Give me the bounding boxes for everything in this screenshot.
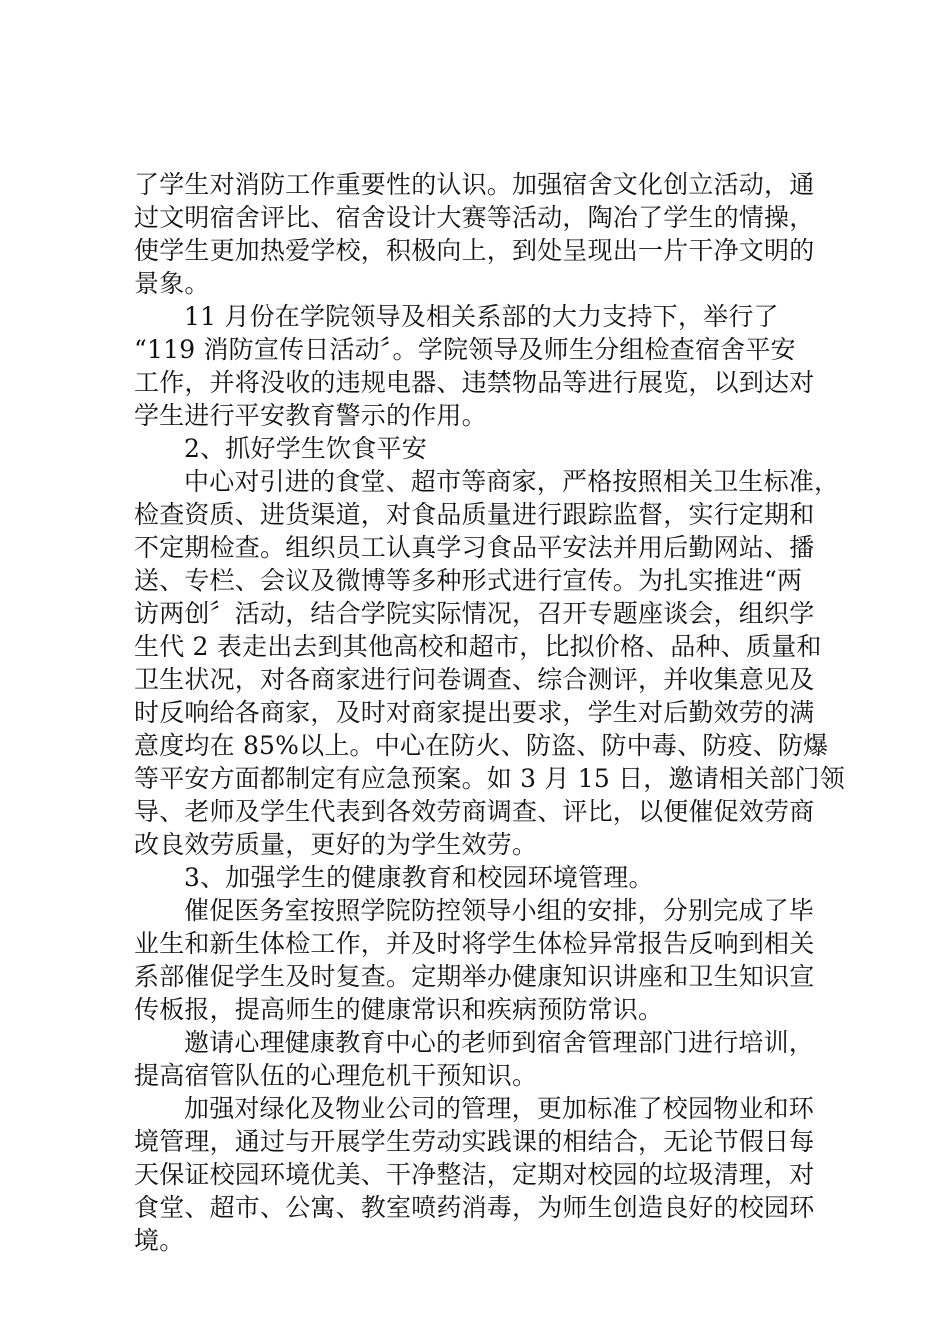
document-body — [134, 168, 845, 1257]
section-heading-food-safety: 2、抓好学生饮食平安 — [184, 434, 427, 463]
text-line: 改良效劳质量，更好的为学生效劳。 — [134, 830, 538, 859]
paragraph-start-line: 加强对绿化及物业公司的管理，更加标准了校园物业和环 — [184, 1094, 815, 1123]
text-line: 时反响给各商家，及时对商家提出要求，学生对后勤效劳的满 — [134, 698, 815, 727]
text-line: 系部催促学生及时复查。定期举办健康知识讲座和卫生知识宣 — [134, 962, 815, 991]
text-line: 检查资质、进货渠道，对食品质量进行跟踪监督，实行定期和 — [134, 500, 815, 529]
text-line: 访两创〞活动，结合学院实际情况，召开专题座谈会，组织学 — [134, 599, 815, 628]
paragraph-start-line: 催促医务室按照学院防控领导小组的安排，分别完成了毕 — [184, 896, 815, 925]
text-line: 景象。 — [134, 269, 210, 298]
text-line: 过文明宿舍评比、宿舍设计大赛等活动，陶冶了学生的情操， — [134, 203, 815, 232]
text-line: 学生进行平安教育警示的作用。 — [134, 401, 487, 430]
paragraph-start-line: 中心对引进的食堂、超市等商家，严格按照相关卫生标准， — [184, 467, 840, 496]
text-line: 天保证校园环境优美、干净整洁，定期对校园的垃圾清理，对 — [134, 1160, 815, 1189]
text-line: 境管理，通过与开展学生劳动实践课的相结合，无论节假日每 — [134, 1127, 815, 1156]
text-line: 生代 2 表走出去到其他高校和超市，比拟价格、品种、质量和 — [134, 632, 822, 661]
text-line: 等平安方面都制定有应急预案。如 3 月 15 日，邀请相关部门领 — [134, 764, 845, 793]
text-line: 提高宿管队伍的心理危机干预知识。 — [134, 1061, 538, 1090]
text-line: “119 消防宣传日活动〞。学院领导及师生分组检查宿舍平安 — [134, 335, 796, 364]
text-line: 工作，并将没收的违规电器、违禁物品等进行展览，以到达对 — [134, 368, 815, 397]
text-line: 了学生对消防工作重要性的认识。加强宿舍文化创立活动，通 — [134, 170, 815, 199]
text-line: 意度均在 85%以上。中心在防火、防盗、防中毒、防疫、防爆 — [134, 731, 829, 760]
text-line: 送、专栏、会议及微博等多种形式进行宣传。为扎实推进“两 — [134, 566, 803, 595]
paragraph-start-line: 邀请心理健康教育中心的老师到宿舍管理部门进行培训， — [184, 1028, 815, 1057]
section-heading-health-environment: 3、加强学生的健康教育和校园环境管理。 — [184, 863, 654, 892]
text-line: 使学生更加热爱学校，积极向上，到处呈现出一片干净文明的 — [134, 236, 815, 265]
text-line: 导、老师及学生代表到各效劳商调查、评比，以便催促效劳商 — [134, 797, 815, 826]
text-line: 境。 — [134, 1226, 185, 1255]
paragraph-start-line: 11 月份在学院领导及相关系部的大力支持下，举行了 — [184, 302, 779, 331]
text-line: 卫生状况，对各商家进行问卷调查、综合测评，并收集意见及 — [134, 665, 815, 694]
text-line: 不定期检查。组织员工认真学习食品平安法并用后勤网站、播 — [134, 533, 815, 562]
text-line: 业生和新生体检工作，并及时将学生体检异常报告反响到相关 — [134, 929, 815, 958]
text-line: 传板报，提高师生的健康常识和疾病预防常识。 — [134, 995, 664, 1024]
text-line: 食堂、超市、公寓、教室喷药消毒，为师生创造良好的校园环 — [134, 1193, 815, 1222]
